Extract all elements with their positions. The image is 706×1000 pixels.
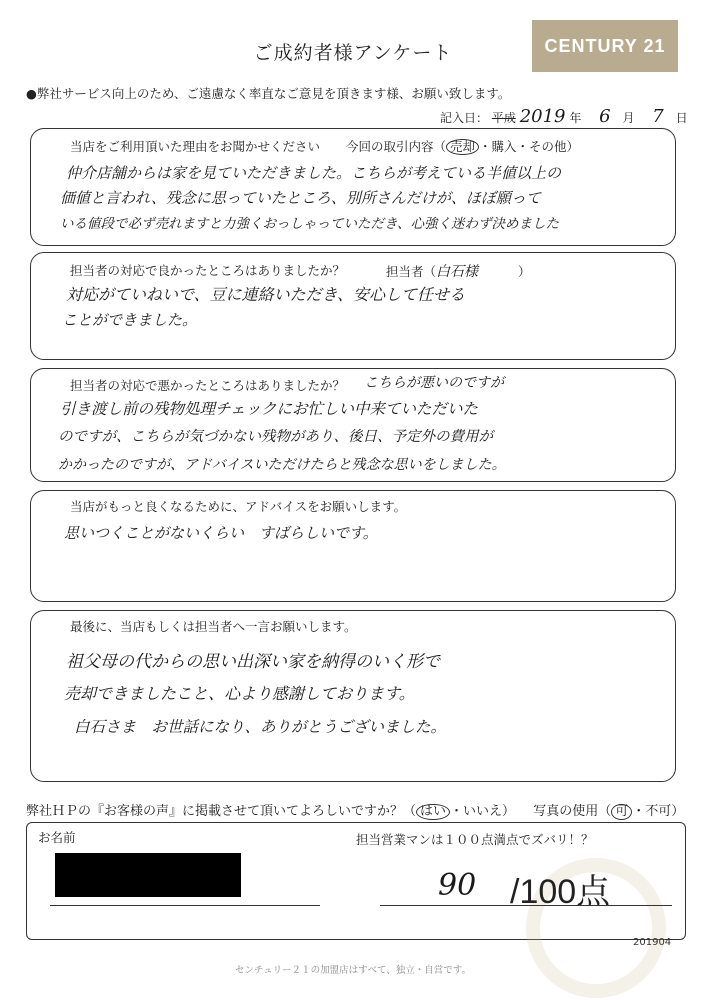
q5-answer-line-1: 祖父母の代からの思い出深い家を納得のいく形で [66,652,440,672]
date-era: 平成 [491,111,516,125]
q5-question: 最後に、当店もしくは担当者へ一言お願いします。 [70,619,357,634]
date-month: 6 [599,106,611,127]
publish-consent: 弊社ＨＰの『お客様の声』に掲載させて頂いてよろしいですか？（ はい ・いいえ） 写真の使用（ 可 ・不可） [26,804,685,819]
q1-answer-line-1: 仲介店舗からは家を見ていただきました。こちらが考えている半値以上の [66,164,562,182]
q3-prefix-note: こちらが悪いのですが [364,375,504,391]
date-day-unit: 日 [675,111,688,125]
page-title: ご成約者様アンケート [253,42,453,64]
name-underline [50,905,320,906]
q3-answer-line-1: 引き渡し前の残物処理チェックにお忙しい中来ていただいた [60,400,479,418]
q1-answer-line-2: 価値と言われ、残念に思っていたところ、別所さんだけが、ほぼ願って [60,189,541,207]
q3-answer-line-2: のですが、こちらが気づかない残物があり、後日、予定外の費用が [58,429,493,445]
score-underline [380,905,672,906]
q2-staff: 担当者（白石様 ） [386,264,531,280]
q2-answer-line-1: 対応がていねいで、豆に連絡いただき、安心して任せる [66,285,466,304]
form-code: 201904 [633,937,672,948]
score-max: /100点 [510,873,611,911]
staff-name: 白石様 [436,264,479,280]
q5-answer-line-2: 売却できましたこと、心より感謝しております。 [64,684,415,703]
q4-question: 当店がもっと良くなるために、アドバイスをお願いします。 [70,499,407,514]
q3-answer-line-3: かかったのですが、アドバイスいただけたらと残念な思いをしました。 [58,457,506,473]
q1-answer-line-3: いる値段で必ず売れますと力強くおっしゃっていただき、心強く迷わず決めました [60,216,559,232]
date-day: 7 [652,106,664,127]
date-year: 2019 [519,106,566,127]
score-question: 担当営業マンは１００点満点でズバリ！？ [356,832,594,847]
q4-answer-line-1: 思いつくことがないくらい すばらしいです。 [64,524,378,542]
deal-sell-selected: 売却 [446,139,479,155]
name-label: お名前 [38,830,76,845]
photo-yes-selected: 可 [611,804,632,820]
q2-answer-line-2: ことができました。 [62,311,198,329]
footer-note: センチュリー２１の加盟店はすべて、独立・自営です。 [234,965,472,976]
date-year-unit: 年 [569,111,582,125]
q2-question: 担当者の対応で良かったところはありましたか？ [70,263,346,278]
q3-question: 担当者の対応で悪かったところはありましたか？ [70,378,346,393]
q1-question: 当店をご利用頂いた理由をお聞かせください [70,139,321,154]
redacted-name [55,853,241,897]
date-month-unit: 月 [622,111,635,125]
consent-yes-selected: はい [416,804,450,820]
score-value: 90 [438,868,477,903]
q5-answer-line-3: 白石さま お世話になり、ありがとうございました。 [74,718,447,736]
q1-deal-type: 今回の取引内容（ 売却 ・購入・その他） [346,139,580,154]
date-label: 記入日： [440,111,489,125]
century21-logo: CENTURY 21 [532,20,678,72]
entry-date [440,106,688,127]
survey-notice: ●弊社サービス向上のため、ご遠慮なく率直なご意見を頂きます様、お願い致します。 [26,86,511,101]
